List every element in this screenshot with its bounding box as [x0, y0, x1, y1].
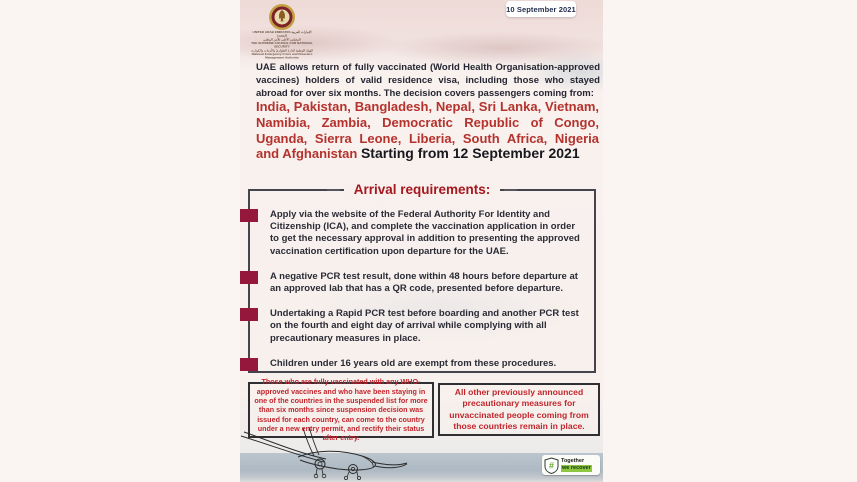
badge-line1: Together — [561, 458, 585, 465]
badge-text — [561, 458, 592, 472]
requirement-text: Undertaking a Rapid PCR test before boarding and another PCR test on the fourth and eight day of arrival while complying with all precautionary measures in place. — [270, 308, 579, 344]
title-dash-right — [504, 189, 517, 191]
requirements-list — [270, 209, 585, 383]
bullet-square-icon — [240, 271, 258, 284]
countries-text: India, Pakistan, Bangladesh, Nepal, Sri Lanka, Vietnam, Namibia, Zambia, Democratic Republic of Congo, Uganda, Sierra Leone, Liberia, South Africa, Nigeria and Afghanistan — [256, 99, 599, 162]
intro-paragraph: UAE allows return of fully vaccinated (World Health Organisation-approved vaccines) holders of valid residence visa, including those who stayed abroad for over six months. The decision covers passengers coming from: — [256, 62, 600, 99]
requirement-text: Apply via the website of the Federal Authority For Identity and Citizenship (ICA), and complete the vaccination application in order to get the necessary approval in addition to presenting the approved vaccination certification upon departure for the UAE. — [270, 209, 580, 257]
logo-line: THE SUPREME COUNCIL FOR NATIONAL SECURITY — [251, 41, 313, 49]
uae-emblem-icon — [268, 3, 296, 31]
airplane-illustration — [240, 426, 410, 480]
announcement-panel — [240, 0, 603, 482]
arrival-requirements-box — [248, 182, 596, 373]
badge-line2: we recover — [562, 464, 591, 471]
logo-line: National Emergency Crisis and Disasters Management Authority — [251, 52, 313, 60]
logo-line: UNITED ARAB EMIRATES الإمارات العربية المتحدة — [252, 31, 312, 38]
bullet-square-icon — [240, 209, 258, 222]
requirement-item — [270, 209, 585, 258]
date-text: 10 September 2021 — [506, 4, 576, 14]
bullet-square-icon — [240, 308, 258, 321]
bullet-square-icon — [240, 358, 258, 371]
note-right-text: All other previously announced precautionary measures for unvaccinated people coming from those countries remain in place. — [449, 386, 589, 431]
logo-line: الهيئة الوطنية لإدارة الطوارئ والأزمات والكوارث — [251, 49, 313, 53]
requirement-item — [270, 308, 585, 345]
requirement-item — [270, 271, 585, 295]
logo-line: المجلس الأعلى للأمن الوطني — [263, 38, 301, 42]
date-badge — [506, 1, 576, 17]
together-we-recover-badge — [542, 455, 600, 475]
title-dash-left — [327, 189, 340, 191]
arrival-requirements-title — [250, 181, 594, 199]
requirement-text: Children under 16 years old are exempt from these procedures. — [270, 357, 557, 369]
countries-list — [256, 99, 599, 162]
requirement-text: A negative PCR test result, done within 48 hours before departure at an approved lab that has a QR code, presented before departure. — [270, 270, 578, 295]
start-date-text: Starting from 12 September 2021 — [360, 145, 580, 162]
shield-icon — [544, 457, 559, 474]
svg-text:#: # — [548, 460, 555, 470]
requirement-item — [270, 358, 585, 370]
logo-text — [251, 31, 313, 60]
note-box-unvaccinated — [438, 383, 600, 436]
arrival-requirements-title-text: Arrival requirements: — [344, 182, 501, 197]
note-left-text: Those who are fully vaccinated with any WHO-approved vaccines and who have been staying in one of the countries in the suspended list for more than six months since suspension decision was issued for each country, can come to the country under a new entry permit, and rectify their status after entry. — [254, 377, 428, 443]
